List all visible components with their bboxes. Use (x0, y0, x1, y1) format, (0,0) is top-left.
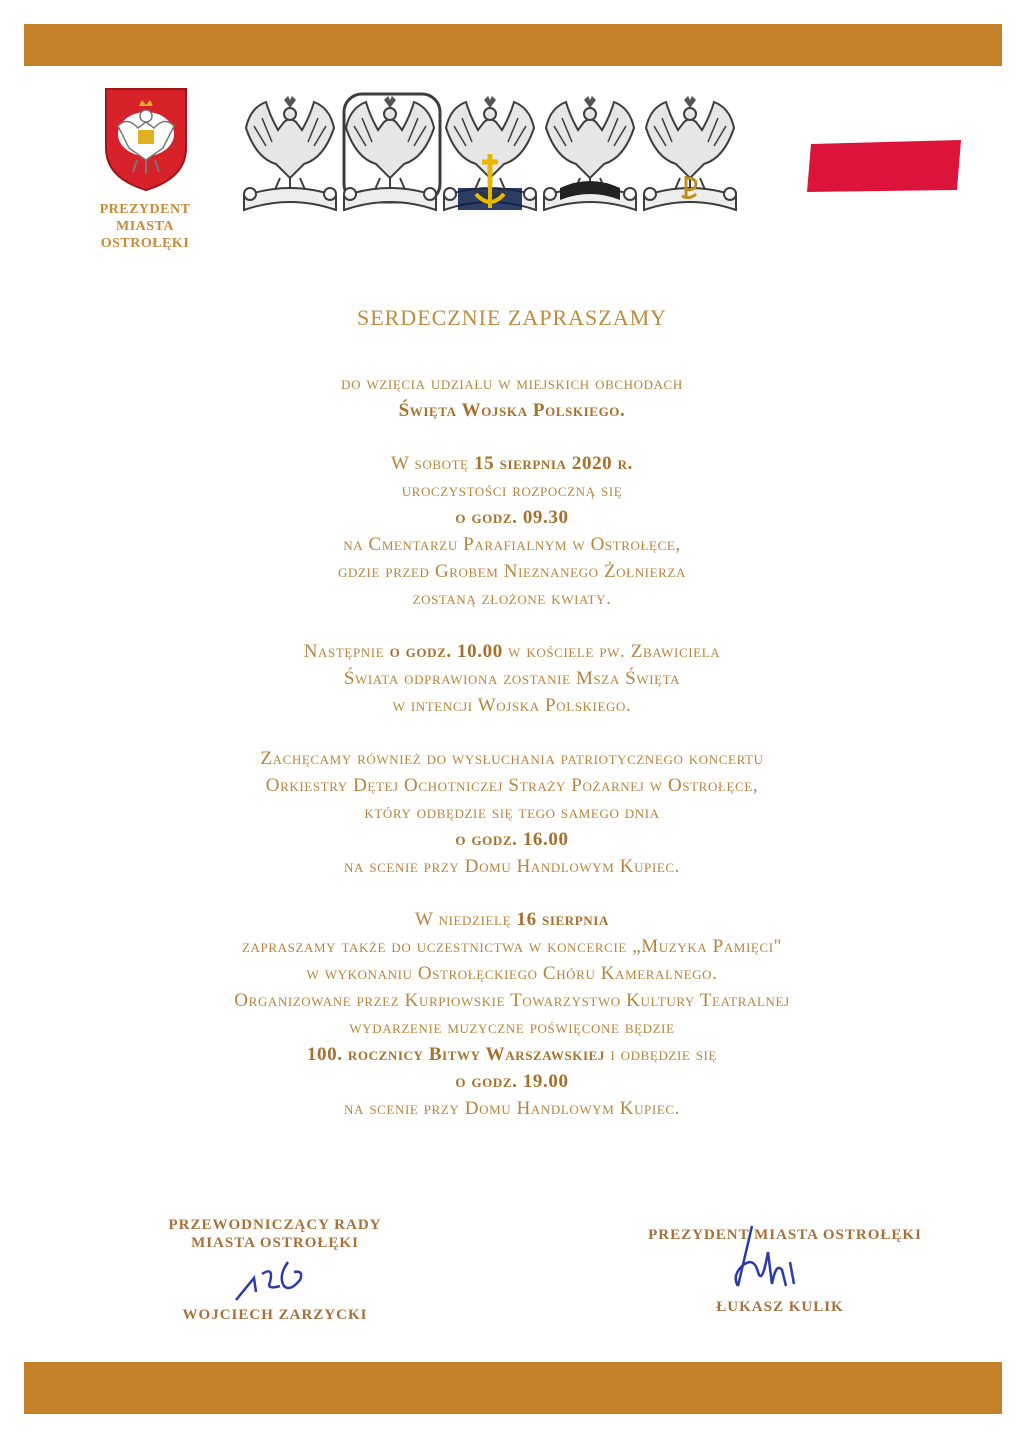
text-line: wydarzenie muzyczne poświęcone będzie (349, 1017, 675, 1038)
issuer-title (70, 201, 220, 252)
event-date: 15 sierpnia 2020 r. (474, 453, 633, 474)
issuer-line-2: MIASTA (116, 219, 174, 234)
text-line (80, 450, 944, 477)
anniversary-name: 100. rocznicy Bitwy Warszawskiej (306, 1044, 606, 1065)
invitation-heading: SERDECZNIE ZAPRASZAMY (356, 305, 668, 330)
text-line: zapraszamy także do uczestnictwa w koncercie „Muzyka Pamięci" (242, 936, 782, 957)
text-line: gdzie przed Grobem Nieznanego Żołnierza (338, 561, 686, 582)
territorial-defence-eagle-icon (644, 96, 736, 210)
text-line (80, 826, 944, 853)
issuer-line-1: PREZYDENT (99, 202, 191, 217)
text-line: na scenie przy Domu Handlowym Kupiec. (344, 1098, 680, 1119)
council-chair-title (140, 1216, 410, 1252)
event-time: o godz. 09.30 (455, 507, 569, 528)
invitation-body (80, 300, 944, 1122)
council-chair-title-line-1: PRZEWODNICZĄCY RADY (168, 1217, 382, 1233)
mayor-name: ŁUKASZ KULIK (716, 1299, 844, 1315)
text-line (80, 906, 944, 933)
mayor-title: PREZYDENT MIASTA OSTROŁĘKI (648, 1227, 922, 1243)
text-line: uroczystości rozpoczną się (401, 480, 623, 501)
text-line (80, 1041, 944, 1068)
text-line: Organizowane przez Kurpiowskie Towarzystwo Kultury Teatralnej (234, 990, 790, 1011)
text-line: Świata odprawiona zostanie Msza Święta (343, 668, 681, 689)
council-chair-signature (232, 1256, 327, 1302)
city-coat-of-arms-icon (103, 86, 189, 192)
issuer-line-3: OSTROŁĘKI (100, 236, 190, 251)
council-chair-name: WOJCIECH ZARZYCKI (182, 1307, 368, 1323)
text-line (80, 504, 944, 531)
council-chair-title-line-2: MIASTA OSTROŁĘKI (191, 1235, 359, 1251)
text-span: W sobotę (391, 453, 475, 474)
army-eagle-icon (244, 96, 336, 210)
air-force-eagle-icon (344, 94, 440, 210)
text-line: zostaną złożone kwiaty. (412, 588, 612, 609)
text-line: w wykonaniu Ostrołęckiego Chóru Kameralnego. (306, 963, 718, 984)
event-time: o godz. 19.00 (455, 1071, 569, 1092)
military-emblems (240, 84, 740, 216)
holiday-name: Święta Wojska Polskiego. (398, 400, 626, 421)
text-line: na Cmentarzu Parafialnym w Ostrołęce, (343, 534, 681, 555)
text-span: Następnie (303, 641, 390, 662)
text-line (80, 638, 944, 665)
navy-eagle-icon (444, 96, 536, 210)
event-date: 16 sierpnia (516, 909, 609, 930)
text-line: Zachęcamy również do wysłuchania patriotycznego koncertu (260, 748, 764, 769)
event-time: o godz. 10.00 (389, 641, 503, 662)
text-line: do wzięcia udziału w miejskich obchodach (341, 373, 683, 394)
text-line: Orkiestry Dętej Ochotniczej Straży Pożarnej w Ostrołęce, (265, 775, 759, 796)
event-time: o godz. 16.00 (455, 829, 569, 850)
text-line: w intencji Wojska Polskiego. (392, 695, 632, 716)
text-span: w kościele pw. Zbawiciela (502, 641, 721, 662)
bottom-decorative-band (24, 1362, 1002, 1414)
special-forces-eagle-icon (544, 96, 636, 210)
text-span: W niedzielę (415, 909, 517, 930)
text-span: i odbędzie się (605, 1044, 718, 1065)
top-decorative-band (24, 24, 1002, 66)
text-line (80, 1068, 944, 1095)
polish-flag-icon (805, 136, 963, 194)
text-line (80, 397, 944, 424)
mayor-signature (728, 1222, 808, 1298)
text-line: na scenie przy Domu Handlowym Kupiec. (344, 856, 680, 877)
text-line: który odbędzie się tego samego dnia (364, 802, 660, 823)
